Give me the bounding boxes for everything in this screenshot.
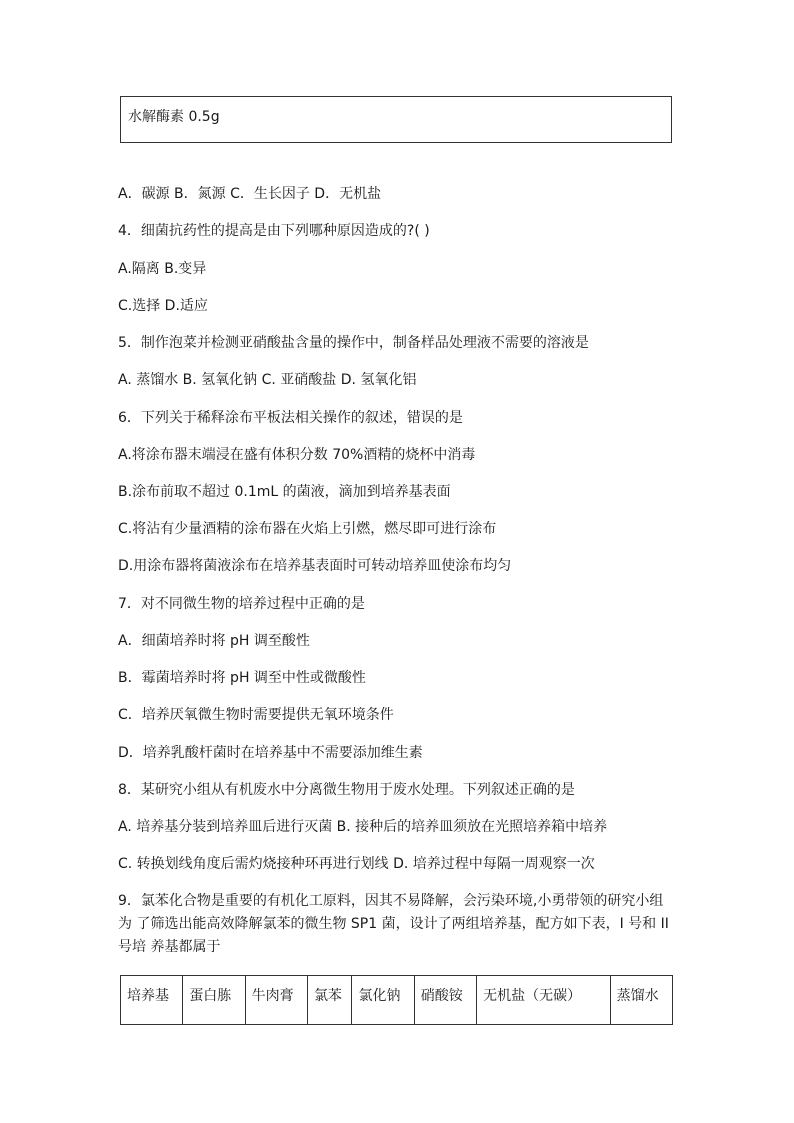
- table-header-cell: 氯化钠: [352, 976, 414, 1025]
- table-header-cell: 牛肉膏: [245, 976, 307, 1025]
- q6-option-b: B.涂布前取不超过 0.1mL 的菌液，滴加到培养基表面: [118, 484, 451, 500]
- q7-option-d: D．培养乳酸杆菌时在培养基中不需要添加维生素: [118, 745, 423, 761]
- q6-option-d: D.用涂布器将菌液涂布在培养基表面时可转动培养皿使涂布均匀: [118, 558, 512, 574]
- table-header-cell: 氯苯: [307, 976, 352, 1025]
- q4-stem: 4．细菌抗药性的提高是由下列哪种原因造成的?( ): [118, 223, 430, 239]
- q8-options-ab: A. 培养基分装到培养皿后进行灭菌 B. 接种后的培养皿须放在光照培养箱中培养: [118, 819, 608, 835]
- table-header-cell: 无机盐（无碳）: [477, 976, 611, 1025]
- q4-options-cd: C.选择 D.适应: [118, 298, 208, 314]
- q6-stem: 6．下列关于稀释涂布平板法相关操作的叙述，错误的是: [118, 410, 463, 426]
- q5-stem: 5．制作泡菜并检测亚硝酸盐含量的操作中，制备样品处理液不需要的溶液是: [118, 335, 589, 351]
- q7-stem: 7．对不同微生物的培养过程中正确的是: [118, 596, 365, 612]
- q8-options-cd: C. 转换划线角度后需灼烧接种环再进行划线 D. 培养过程中每隔一周观察一次: [118, 856, 595, 872]
- formula-box: [120, 96, 672, 143]
- formula-box-text: 水解酶素 0.5g: [128, 109, 220, 125]
- table-header-cell: 培养基: [121, 976, 183, 1025]
- q7-option-c: C．培养厌氧微生物时需要提供无氧环境条件: [118, 707, 394, 723]
- table-row: [121, 976, 673, 1025]
- q6-option-a: A.将涂布器末端浸在盛有体积分数 70%酒精的烧杯中消毒: [118, 447, 476, 463]
- table-header-cell: 蛋白胨: [183, 976, 245, 1025]
- medium-table: [120, 975, 673, 1025]
- q7-option-b: B．霉菌培养时将 pH 调至中性或微酸性: [118, 670, 366, 686]
- table-header-cell: 蒸馏水: [610, 976, 672, 1025]
- q3-options: A．碳源 B．氮源 C．生长因子 D．无机盐: [118, 186, 382, 202]
- q5-options: A. 蒸馏水 B. 氢氧化钠 C. 亚硝酸盐 D. 氢氧化铝: [118, 372, 417, 388]
- q4-options-ab: A.隔离 B.变异: [118, 261, 207, 277]
- q8-stem: 8．某研究小组从有机废水中分离微生物用于废水处理。下列叙述正确的是: [118, 782, 575, 798]
- table-header-cell: 硝酸铵: [414, 976, 476, 1025]
- q6-option-c: C.将沾有少量酒精的涂布器在火焰上引燃，燃尽即可进行涂布: [118, 521, 497, 537]
- q9-stem: 9．氯苯化合物是重要的有机化工原料，因其不易降解，会污染环境,小勇带领的研究小组为 了筛选出能高效降解氯苯的微生物 SP1 菌，设计了两组培养基，配方如下表，I 号和 II 号培 养基都属于: [118, 893, 669, 955]
- q7-option-a: A．细菌培养时将 pH 调至酸性: [118, 633, 310, 649]
